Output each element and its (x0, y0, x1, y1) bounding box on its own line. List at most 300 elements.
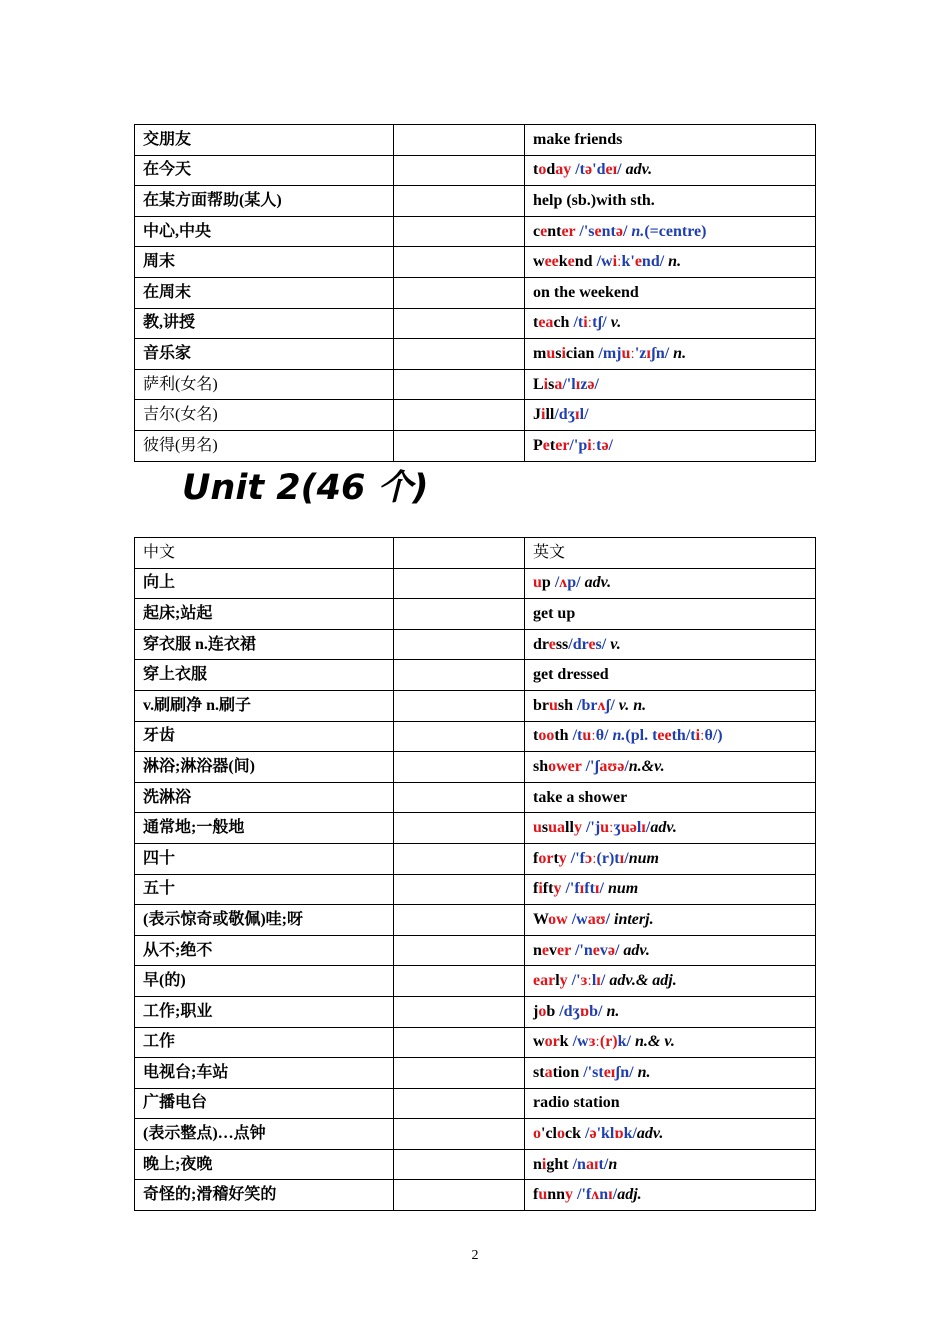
chinese-meaning: 洗淋浴 (135, 782, 394, 813)
blank-cell (394, 400, 525, 431)
word-segment: tion (552, 1063, 580, 1081)
word-segment: l (636, 819, 642, 837)
english-word (525, 721, 816, 752)
word-segment: /dʒ (555, 1002, 580, 1020)
word-segment: aʊ (587, 910, 606, 928)
word-segment: ɪ (575, 406, 580, 424)
word-segment: ɜː (580, 972, 592, 990)
word-segment: /n (568, 1155, 586, 1173)
word-segment: y (558, 849, 567, 867)
word-segment: ɒ (614, 1125, 624, 1143)
word-segment: o (557, 1125, 565, 1143)
word-segment: num (628, 849, 659, 867)
word-segment: sh (557, 696, 574, 714)
word-segment: k' (621, 253, 635, 271)
chinese-meaning: 晚上;夜晚 (135, 1149, 394, 1180)
word-segment: u (546, 344, 556, 362)
word-segment: f (533, 1186, 539, 1204)
english-word (525, 1180, 816, 1211)
english-word (525, 599, 816, 630)
english-word (525, 629, 816, 660)
header-english: 英文 (525, 538, 816, 569)
table-row (135, 339, 816, 370)
english-word (525, 308, 816, 339)
word-segment: num (607, 880, 639, 898)
chinese-meaning: 牙齿 (135, 721, 394, 752)
word-segment: n. (668, 253, 682, 271)
blank-cell (394, 1027, 525, 1058)
word-segment: / (608, 436, 613, 454)
unit-heading: Unit 2(46 个) (182, 468, 429, 508)
table-row (135, 782, 816, 813)
chinese-meaning: 教,讲授 (135, 308, 394, 339)
word-segment: or (544, 1033, 560, 1051)
blank-cell (394, 996, 525, 1027)
word-segment: st (533, 1063, 545, 1081)
word-segment: n (533, 1155, 542, 1173)
table-row (135, 1149, 816, 1180)
chinese-meaning: 穿上衣服 (135, 660, 394, 691)
word-segment: /' (567, 972, 581, 990)
word-segment: /dʒ (554, 406, 576, 424)
word-segment: ss (555, 635, 569, 653)
word-segment: /'f (573, 1186, 592, 1204)
word-segment: n. (612, 727, 626, 745)
table-row (135, 1058, 816, 1089)
english-word (525, 813, 816, 844)
page-number: 2 (471, 1248, 479, 1263)
word-segment: ʃn/ (615, 1063, 638, 1081)
vocab-table-unit1-tail (134, 124, 816, 462)
word-segment: 'cl (541, 1125, 557, 1143)
chinese-meaning: 周末 (135, 247, 394, 278)
blank-cell (394, 1119, 525, 1150)
word-segment: oo (538, 727, 555, 745)
word-segment: (pl. t (625, 727, 658, 745)
blank-cell (394, 629, 525, 660)
word-segment: er (557, 941, 571, 959)
word-segment: s (555, 344, 562, 362)
word-segment: a (554, 375, 563, 393)
blank-cell (394, 752, 525, 783)
word-segment: adv.& adj. (609, 972, 677, 990)
chinese-meaning: 向上 (135, 568, 394, 599)
word-segment: aʊə (599, 757, 625, 775)
word-segment: cian (565, 344, 595, 362)
blank-cell (394, 843, 525, 874)
word-segment: er (555, 436, 570, 454)
english-word (525, 690, 816, 721)
word-segment: n. (673, 344, 687, 362)
blank-cell (394, 308, 525, 339)
english-word (525, 155, 816, 186)
chinese-meaning: (表示整点)…点钟 (135, 1119, 394, 1150)
english-word (525, 247, 816, 278)
word-segment: uː (621, 344, 635, 362)
word-segment: l (591, 972, 597, 990)
blank-cell (394, 568, 525, 599)
word-segment: /t (568, 727, 583, 745)
chinese-meaning: 五十 (135, 874, 394, 905)
word-segment: on the weekend (533, 283, 639, 301)
table-row (135, 721, 816, 752)
word-segment: n (599, 1186, 609, 1204)
word-segment: w (533, 1033, 545, 1051)
table-row (135, 690, 816, 721)
word-segment: e (548, 635, 556, 653)
chinese-meaning: 萨利(女名) (135, 369, 394, 400)
word-segment: ɪ (641, 819, 646, 837)
word-segment: / (594, 375, 599, 393)
word-segment: nd/ (641, 253, 669, 271)
blank-cell (394, 430, 525, 461)
english-word (525, 277, 816, 308)
chinese-meaning: 工作 (135, 1027, 394, 1058)
word-segment: or (538, 849, 554, 867)
word-segment: / (605, 910, 615, 928)
table-row (135, 843, 816, 874)
chinese-meaning: 工作;职业 (135, 996, 394, 1027)
english-word (525, 568, 816, 599)
word-segment: / (550, 574, 560, 592)
table-row (135, 430, 816, 461)
word-segment: n (608, 1155, 618, 1173)
english-word (525, 1149, 816, 1180)
english-word (525, 874, 816, 905)
word-segment: tʃ/ (592, 314, 611, 332)
word-segment: n. (631, 222, 645, 240)
word-segment: / (645, 819, 651, 837)
blank-cell (394, 1088, 525, 1119)
chinese-meaning: 四十 (135, 843, 394, 874)
chinese-meaning: 穿衣服 n.连衣裙 (135, 629, 394, 660)
word-segment: /w (568, 1033, 589, 1051)
blank-cell (394, 247, 525, 278)
table-row (135, 125, 816, 156)
word-segment: get up (533, 604, 576, 622)
word-segment: t (596, 436, 602, 454)
word-segment: get dressed (533, 666, 609, 684)
word-segment: / (581, 1125, 590, 1143)
word-segment: e (567, 253, 575, 271)
word-segment: nn (547, 1186, 566, 1204)
chinese-meaning: 电视台;车站 (135, 1058, 394, 1089)
word-segment: i (561, 344, 566, 362)
word-segment: J (533, 406, 541, 424)
word-segment: ɒ (579, 1002, 590, 1020)
word-segment: adj. (617, 1186, 642, 1204)
word-segment: ə (589, 1125, 597, 1143)
word-segment: adv. (625, 161, 653, 179)
chinese-meaning: 淋浴;淋浴器(间) (135, 752, 394, 783)
word-segment: /'st (579, 1063, 604, 1081)
word-segment: ɪ (596, 972, 601, 990)
table-row (135, 629, 816, 660)
word-segment: k/ (623, 1125, 637, 1143)
word-segment: n.& v. (634, 1033, 675, 1051)
english-word (525, 339, 816, 370)
blank-cell (394, 721, 525, 752)
english-word (525, 369, 816, 400)
word-segment: er (561, 222, 576, 240)
word-segment: nd (574, 253, 593, 271)
word-segment: adv. (623, 941, 650, 959)
word-segment: ʃn/ (650, 344, 674, 362)
word-segment: /'p (569, 436, 588, 454)
chinese-meaning: 起床;站起 (135, 599, 394, 630)
word-segment: /'s (575, 222, 595, 240)
blank-cell (394, 339, 525, 370)
word-segment: /'ʃ (581, 757, 600, 775)
word-segment: k (558, 253, 568, 271)
english-word (525, 782, 816, 813)
word-segment: ɪ (575, 375, 581, 393)
word-segment: br (533, 696, 549, 714)
word-segment: m (533, 344, 547, 362)
word-segment: ower (548, 757, 582, 775)
word-segment: ʌ (559, 574, 568, 592)
word-segment: ght (546, 1155, 569, 1173)
english-word (525, 1058, 816, 1089)
word-segment: / (624, 757, 629, 775)
word-segment: v (549, 941, 558, 959)
word-segment: th/t (671, 727, 696, 745)
word-segment: help (sb.)with sth. (533, 191, 655, 209)
word-segment: c (533, 222, 541, 240)
word-segment: d (546, 161, 556, 179)
word-segment: ɪ (594, 880, 600, 898)
word-segment: w (533, 253, 545, 271)
word-segment: adv. (636, 1125, 664, 1143)
table-row (135, 277, 816, 308)
blank-cell (394, 966, 525, 997)
table-row (135, 752, 816, 783)
word-segment: /t (571, 161, 586, 179)
word-segment: ʒ (613, 819, 621, 837)
word-segment: ua (548, 819, 566, 837)
word-segment: /w (592, 253, 613, 271)
word-segment: adv. (584, 574, 612, 592)
word-segment: t (553, 849, 559, 867)
word-segment: / (624, 849, 629, 867)
word-segment: e (592, 941, 600, 959)
word-segment: iː (587, 436, 597, 454)
word-segment: ch (553, 314, 570, 332)
chinese-meaning: 通常地;一般地 (135, 813, 394, 844)
word-segment: eɪ (605, 161, 618, 179)
chinese-meaning: 音乐家 (135, 339, 394, 370)
english-word (525, 1027, 816, 1058)
word-segment: /'j (581, 819, 601, 837)
word-segment: e (541, 941, 550, 959)
word-segment: ə (587, 375, 595, 393)
word-segment: uə (620, 819, 637, 837)
word-segment: L (533, 375, 544, 393)
word-segment: 'd (592, 161, 606, 179)
blank-cell (394, 1058, 525, 1089)
word-segment: iː (583, 314, 593, 332)
word-segment: s (548, 375, 555, 393)
word-segment: /'n (570, 941, 593, 959)
word-segment: o (538, 1002, 547, 1020)
word-segment: ə (585, 161, 593, 179)
word-segment: j (533, 1002, 539, 1020)
table-row (135, 247, 816, 278)
word-segment: / (612, 1186, 618, 1204)
blank-cell (394, 277, 525, 308)
word-segment: (=centre) (644, 222, 707, 240)
word-segment: /'f (561, 880, 580, 898)
word-segment: ay (555, 161, 572, 179)
table-row (135, 599, 816, 630)
chinese-meaning: 在今天 (135, 155, 394, 186)
word-segment: / (614, 941, 624, 959)
word-segment: u (533, 819, 542, 837)
table-row (135, 813, 816, 844)
word-segment: ll (565, 819, 574, 837)
table-row (135, 1180, 816, 1211)
table-row (135, 660, 816, 691)
word-segment: ea (538, 314, 554, 332)
word-segment: / (622, 222, 632, 240)
word-segment: t/ (598, 1155, 609, 1173)
table-row (135, 400, 816, 431)
word-segment: nt (601, 222, 616, 240)
word-segment: uː (600, 819, 614, 837)
chinese-meaning: 在周末 (135, 277, 394, 308)
word-segment: /t (569, 314, 584, 332)
word-segment: iː (695, 727, 705, 745)
chinese-meaning: 从不;绝不 (135, 935, 394, 966)
english-word (525, 216, 816, 247)
word-segment: 'z (634, 344, 647, 362)
english-word (525, 125, 816, 156)
word-segment: v (599, 941, 608, 959)
word-segment: /br (573, 696, 598, 714)
word-segment: b/ (589, 1002, 607, 1020)
blank-cell (394, 690, 525, 721)
table-row (135, 996, 816, 1027)
word-segment: ɔː (584, 849, 597, 867)
word-segment: ee (657, 727, 672, 745)
table-row (135, 568, 816, 599)
word-segment: θ/) (704, 727, 723, 745)
word-segment: ʌ (591, 1186, 600, 1204)
word-segment: o (533, 1125, 541, 1143)
word-segment: sh (533, 757, 549, 775)
blank-cell (394, 186, 525, 217)
table-row (135, 966, 816, 997)
vocab-table-unit2 (134, 537, 816, 1211)
english-word (525, 1119, 816, 1150)
word-segment: t (533, 314, 539, 332)
word-segment: u (538, 1186, 548, 1204)
table-row (135, 186, 816, 217)
word-segment: t (549, 436, 556, 454)
word-segment: interj. (614, 910, 654, 928)
word-segment: l/ (579, 406, 589, 424)
word-segment: W (533, 910, 549, 928)
blank-cell (394, 935, 525, 966)
word-segment: n. (637, 1063, 651, 1081)
word-segment: y (553, 880, 562, 898)
chinese-meaning: 吉尔(女名) (135, 400, 394, 431)
word-segment: u (549, 696, 558, 714)
word-segment: k (559, 1033, 569, 1051)
blank-cell (394, 813, 525, 844)
header-blank (394, 538, 525, 569)
english-word (525, 935, 816, 966)
word-segment: a (544, 1063, 553, 1081)
word-segment: n.&v. (628, 757, 665, 775)
word-segment: (r)t (596, 849, 620, 867)
english-word (525, 905, 816, 936)
chinese-meaning: 交朋友 (135, 125, 394, 156)
word-segment: p/ (567, 574, 585, 592)
word-segment: l (555, 972, 560, 990)
word-segment: aɪ (585, 1155, 599, 1173)
blank-cell (394, 599, 525, 630)
header-chinese: 中文 (135, 538, 394, 569)
word-segment: iː (612, 253, 622, 271)
chinese-meaning: 中心,中央 (135, 216, 394, 247)
word-segment: e (588, 635, 596, 653)
blank-cell (394, 1180, 525, 1211)
word-segment: eɪ (603, 1063, 616, 1081)
word-segment: ʌ (597, 696, 606, 714)
word-segment: u (533, 574, 542, 592)
chinese-meaning: 奇怪的;滑稽好笑的 (135, 1180, 394, 1211)
table-row (135, 935, 816, 966)
word-segment: ee (544, 253, 559, 271)
table-header-row (135, 538, 816, 569)
word-segment: ll (545, 406, 555, 424)
word-segment: z (580, 375, 588, 393)
word-segment: ə (601, 436, 609, 454)
english-word (525, 400, 816, 431)
word-segment: s (541, 819, 549, 837)
word-segment: ft (542, 880, 554, 898)
blank-cell (394, 874, 525, 905)
blank-cell (394, 1149, 525, 1180)
word-segment: v. n. (618, 696, 647, 714)
word-segment: / (600, 972, 610, 990)
word-segment: e (542, 436, 550, 454)
english-word (525, 430, 816, 461)
english-word (525, 966, 816, 997)
blank-cell (394, 155, 525, 186)
blank-cell (394, 125, 525, 156)
table-row (135, 308, 816, 339)
table-row (135, 155, 816, 186)
word-segment: p (541, 574, 551, 592)
word-segment: th (554, 727, 569, 745)
word-segment: o (538, 161, 547, 179)
word-segment: i (541, 406, 546, 424)
word-segment: v. (610, 635, 621, 653)
blank-cell (394, 905, 525, 936)
word-segment: t (533, 727, 539, 745)
word-segment: v. (610, 314, 622, 332)
english-word (525, 843, 816, 874)
blank-cell (394, 216, 525, 247)
word-segment: f (533, 849, 539, 867)
word-segment: 'kl (596, 1125, 615, 1143)
word-segment: ɪ (608, 1186, 613, 1204)
word-segment: t (533, 161, 539, 179)
word-segment: i (543, 375, 549, 393)
word-segment: e (634, 253, 642, 271)
